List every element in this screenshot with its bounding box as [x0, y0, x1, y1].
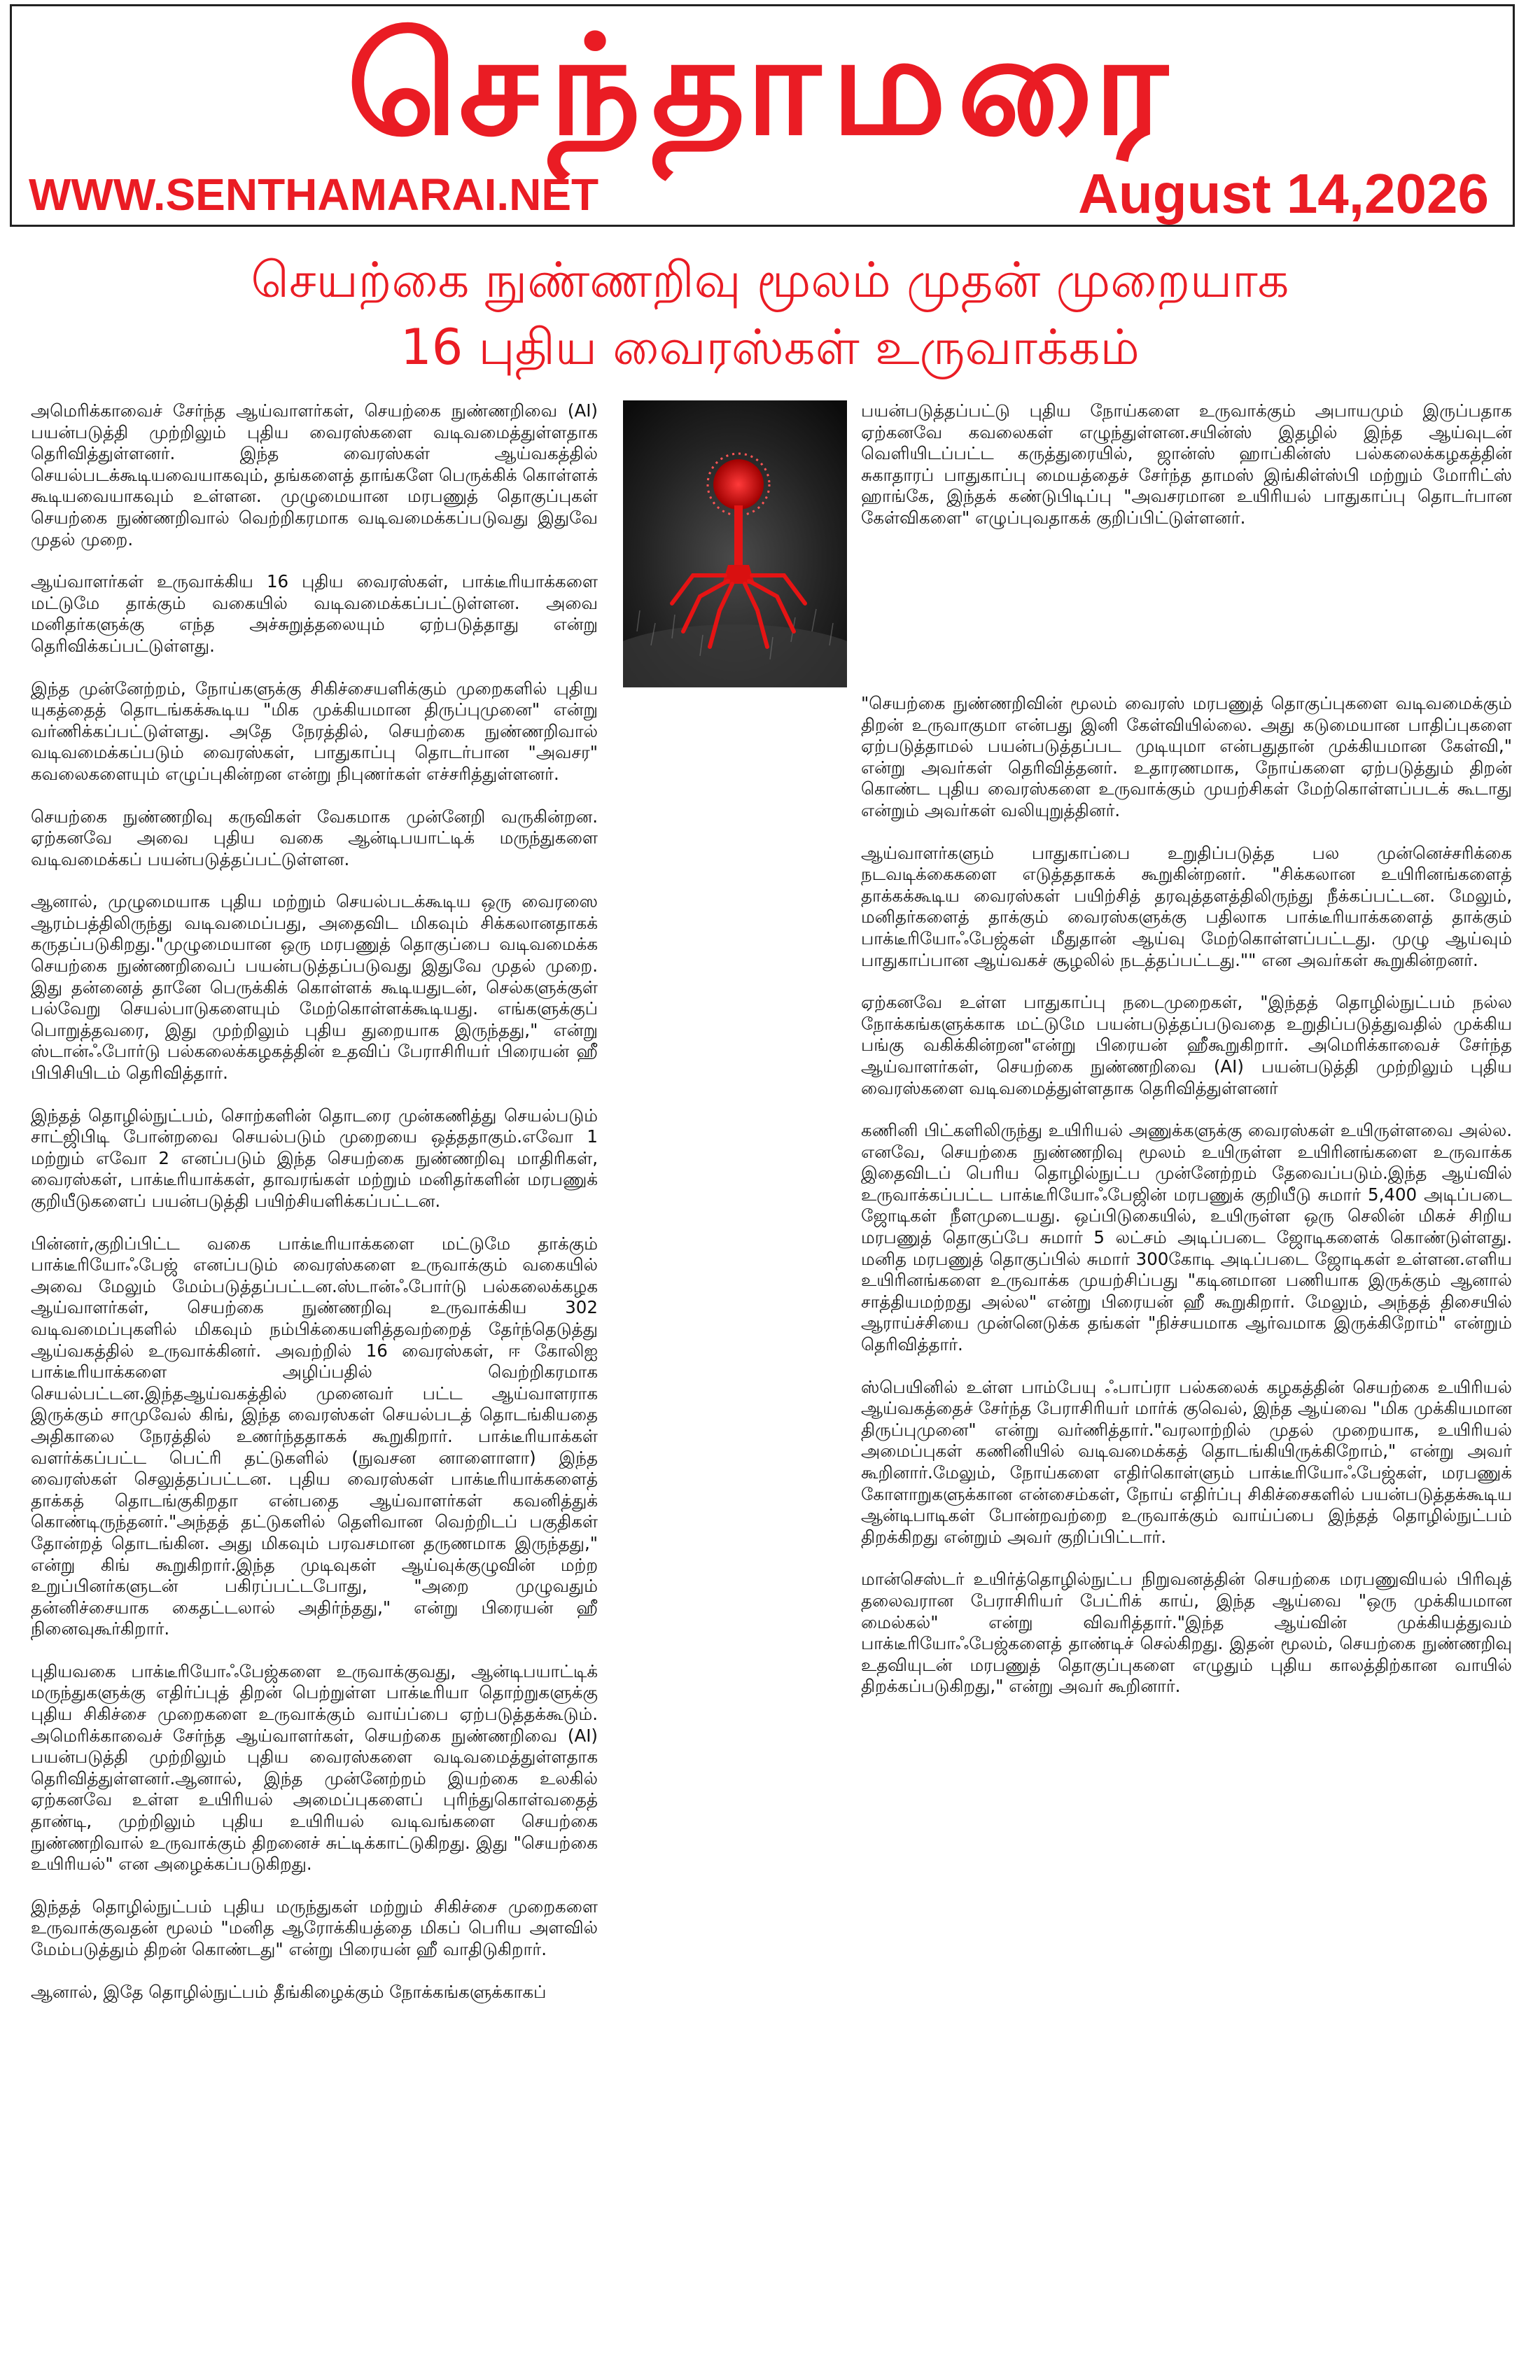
- paragraph: பயன்படுத்தப்பட்டு புதிய நோய்களை உருவாக்கும் அபாயமும் இருப்பதாக ஏற்கனவே கவலைகள் எழுந்துள்ளன.சயின்ஸ் இதழில் இந்த ஆய்வுடன் வெளியிடப்பட்ட கருத்துரையில், ஜான்ஸ் ஹாப்கின்ஸ் பல்கலைக்கழகத்தின் சுகாதாரப் பாதுகாப்பு மையத்தைச் சேர்ந்த தாமஸ் இங்கிள்ஸ்பி மற்றும் மோரிட்ஸ் ஹாங்கே, இந்தக் கண்டுபிடிப்பு "அவசரமான உயிரியல் பாதுகாப்பு தொடர்பான கேள்விகளை" எழுப்புவதாகக் குறிப்பிட்டுள்ளனர்.: [861, 400, 1512, 528]
- paragraph: கணினி பிட்களிலிருந்து உயிரியல் அணுக்களுக்கு வைரஸ்கள் உயிருள்ளவை அல்ல. எனவே, செயற்கை நுண்ணறிவு மூலம் உயிருள்ள உயிரினங்களை உருவாக்க இதைவிடப் பெரிய தொழில்நுட்ப முன்னேற்றம் தேவைப்படும்.இந்த ஆய்வில் உருவாக்கப்பட்ட பாக்டீரியோஃபேஜின் மரபணுக் குறியீடு சுமார் 5,400 அடிப்படை ஜோடிகள் நீளமுடையது. ஒப்பிடுகையில், உயிருள்ள ஒரு செலின் மிகச் சிறிய மரபணுத் தொகுப்பே சுமார் 5 லட்சம் அடிப்படை ஜோடிகளைக் கொண்டுள்ளது. மனித மரபணுத் தொகுப்பில் சுமார் 300கோடி அடிப்படை ஜோடிகள் உள்ளன.எளிய உயிரினங்களை உருவாக்க முயற்சிப்பது "கடினமான பணியாக இருக்கும் ஆனால் சாத்தியமற்றது அல்ல" என்று பிரையன் ஹீ கூறுகிறார். மேலும், அந்தத் திசையில் ஆராய்ச்சியை முன்னெடுக்க தங்கள் "நிச்சயமாக ஆர்வமாக இருக்கிறோம்" என்றும் தெரிவித்தார்.: [861, 1120, 1512, 1355]
- paragraph: ஆனால், இதே தொழில்நுட்பம் தீங்கிழைக்கும் நோக்கங்களுக்காகப்: [31, 1981, 547, 2002]
- masthead: [10, 4, 1515, 227]
- headline-line-1: செயற்கை நுண்ணறிவு மூலம் முதன் முறையாக: [251, 251, 1289, 309]
- paragraph: பின்னர்,குறிப்பிட்ட வகை பாக்டீரியாக்களை மட்டுமே தாக்கும் பாக்டீரியோஃபேஜ் எனப்படும் வைரஸ்களை உருவாக்கும் வகையில் அவை மேலும் மேம்படுத்தப்பட்டன.ஸ்டான்ஃபோர்டு பல்கலைக்கழக ஆய்வாளர்கள், செயற்கை நுண்ணறிவு உருவாக்கிய 302 வடிவமைப்புகளில் மிகவும் நம்பிக்கையளித்தவற்றைத் தேர்ந்தெடுத்து ஆய்வகத்தில் உருவாக்கினர். அவற்றில் 16 வைரஸ்கள், ஈ கோலிஐ பாக்டீரியாக்களை அழிப்பதில் வெற்றிகரமாக செயல்பட்டன.இந்தஆய்வகத்தில் முனைவர் பட்ட ஆய்வாளராக இருக்கும் சாமுவேல் கிங், இந்த வைரஸ்கள் செயல்படத் தொடங்கியதை அதிகாலை நேரத்தில் உணர்ந்ததாகக் கூறுகிறார். பாக்டீரியாக்கள் வளர்க்கப்பட்ட பெட்ரி தட்டுகளில் (நுவசன னாளைாளா) இந்த வைரஸ்கள் செலுத்தப்பட்டன. புதிய வைரஸ்கள் பாக்டீரியாக்களைத் தாக்கத் தொடங்குகிறதா என்பதை ஆய்வாளர்கள் கவனித்துக் கொண்டிருந்தனர்."அந்தத் தட்டுகளில் தெளிவான வெற்றிடப் பகுதிகள் தோன்றத் தொடங்கின. அது மிகவும் பரவசமான தருணமாக இருந்தது," என்று கிங் கூறுகிறார்.இந்த முடிவுகள் ஆய்வுக்குழுவின் மற்ற உறுப்பினர்களுடன் பகிரப்பட்டபோது, "அறை முழுவதும் தன்னிச்சையாக கைதட்டலால் அதிர்ந்தது," என்று பிரையன் ஹீ நினைவுகூர்கிறார்.: [31, 1233, 598, 1639]
- headline-line-2: 16 புதிய வைரஸ்கள் உருவாக்கம்: [400, 318, 1140, 376]
- paragraph: இந்தத் தொழில்நுட்பம், சொற்களின் தொடரை முன்கணித்து செயல்படும் சாட்ஜிபிடி போன்றவை செயல்படும் முறையை ஒத்ததாகும்.எவோ 1 மற்றும் எவோ 2 எனப்படும் இந்த செயற்கை நுண்ணறிவு மாதிரிகள், வைரஸ்கள், பாக்டீரியாக்கள், தாவரங்கள் மற்றும் மனிதர்களின் மரபணுக் குறியீடுகளைப் பயன்படுத்தி பயிற்சியளிக்கப்பட்டன.: [31, 1105, 598, 1211]
- issue-date: August 14,2026: [1078, 162, 1489, 225]
- paragraph: ஸ்பெயினில் உள்ள பாம்பேயு ஃபாப்ரா பல்கலைக் கழகத்தின் செயற்கை உயிரியல் ஆய்வகத்தைச் சேர்ந்த பேராசிரியர் மார்க் குவெல், இந்த ஆய்வை "மிக முக்கியமான திருப்புமுனை" என்று வர்ணித்தார்."வரலாற்றில் முதல் முறையாக, உயிரியல் அமைப்புகள் கணினியில் வடிவமைக்கத் தொடங்கியிருக்கிறோம்," என்று அவர் கூறினார்.மேலும், நோய்களை எதிர்கொள்ளும் பாக்டீரியோஃபேஜ்கள், மரபணுக் கோளாறுகளுக்கான என்சைம்கள், நோய் எதிர்ப்பு சிகிச்சைகளில் பயன்படுத்தக்கூடிய ஆன்டிபாடிகள் போன்றவற்றை உருவாக்கும் வாய்ப்பை இந்தத் தொழில்நுட்பம் திறக்கிறது என்றும் அவர் குறிப்பிட்டார்.: [861, 1376, 1512, 1547]
- website-link[interactable]: WWW.SENTHAMARAI.NET: [29, 169, 599, 220]
- article-column-right-top: [861, 400, 1512, 550]
- paragraph: புதியவகை பாக்டீரியோஃபேஜ்களை உருவாக்குவது, ஆன்டிபயாட்டிக் மருந்துகளுக்கு எதிர்ப்புத் திறன் பெற்றுள்ள பாக்டீரியா தொற்றுகளுக்கு புதிய சிகிச்சை முறைகளை உருவாக்கும் வாய்ப்பை ஏற்படுத்தக்கூடும். அமெரிக்காவைச் சேர்ந்த ஆய்வாளர்கள், செயற்கை நுண்ணறிவை (AI) பயன்படுத்தி முற்றிலும் புதிய வைரஸ்களை வடிவமைத்துள்ளதாக தெரிவித்துள்ளனர்.ஆனால், இந்த முன்னேற்றம் இயற்கை உலகில் ஏற்கனவே உள்ள உயிரியல் அமைப்புகளைப் புரிந்துகொள்வதைத் தாண்டி, முற்றிலும் புதிய உயிரியல் வடிவங்களை செயற்கை நுண்ணறிவால் உருவாக்கும் திறனைச் சுட்டிக்காட்டுகிறது. இது "செயற்கை உயிரியல்" என அழைக்கப்படுகிறது.: [31, 1660, 598, 1875]
- paragraph: ஆனால், முழுமையாக புதிய மற்றும் செயல்படக்கூடிய ஒரு வைரஸை ஆரம்பத்திலிருந்து வடிவமைப்பது, அதைவிட மிகவும் சிக்கலானதாகக் கருதப்படுகிறது."முழுமையான ஒரு மரபணுத் தொகுப்பை வடிவமைக்க செயற்கை நுண்ணறிவைப் பயன்படுத்தப்படுவது இதுவே முதல் முறை. இது தன்னைத் தானே பெருக்கிக் கொள்ளக் கூடியதுடன், செல்களுக்குள் பல்வேறு செயல்பாடுகளையும் மேற்கொள்ளக்கூடியது. எங்களுக்குப் பொறுத்தவரை, இது முற்றிலும் புதிய துறையாக இருந்தது," என்று ஸ்டான்ஃபோர்டு பல்கலைக்கழகத்தின் உதவிப் பேராசிரியர் பிரையன் ஹீ பிபிசியிடம் தெரிவித்தார்.: [31, 891, 598, 1084]
- paragraph: "செயற்கை நுண்ணறிவின் மூலம் வைரஸ் மரபணுத் தொகுப்புகளை வடிவமைக்கும் திறன் உருவாகுமா என்பது இனி கேள்வியில்லை. அது கடுமையான பாதிப்புகளை ஏற்படுத்தாமல் பயன்படுத்தப்பட முடியுமா என்பதுதான் முக்கியமான கேள்வி," என்று அவர்கள் தெரிவித்தனர். உதாரணமாக, நோய்களை ஏற்படுத்தும் திறன் கொண்ட புதிய வைரஸ்களை உருவாக்கும் முயற்சிகள் மேற்கொள்ளப்படக் கூடாது என்றும் அவர்கள் வலியுறுத்தினர்.: [861, 693, 1512, 820]
- virus-photo-illustration: [623, 400, 847, 687]
- paragraph: ஆய்வாளர்கள் உருவாக்கிய 16 புதிய வைரஸ்கள், பாக்டீரியாக்களை மட்டுமே தாக்கும் வகையில் வடிவமைக்கப்பட்டுள்ளன. அவை மனிதர்களுக்கு எந்த அச்சுறுத்தலையும் ஏற்படுத்தாது என்று தெரிவிக்கப்பட்டுள்ளது.: [31, 571, 598, 656]
- paragraph: அமெரிக்காவைச் சேர்ந்த ஆய்வாளர்கள், செயற்கை நுண்ணறிவை (AI) பயன்படுத்தி முற்றிலும் புதிய வைரஸ்களை வடிவமைத்துள்ளதாக தெரிவித்துள்ளனர். இந்த வைரஸ்கள் ஆய்வகத்தில் செயல்படக்கூடியவையாகவும், தங்களைத் தாங்களே பெருக்கிக் கொள்ளக் கூடியவையாகவும் உள்ளன. முழுமையான மரபணுத் தொகுப்புகள் செயற்கை நுண்ணறிவால் வெற்றிகரமாக வடிவமைக்கப்படுவது இதுவே முதல் முறை.: [31, 400, 598, 550]
- newspaper-logo: செந்தாமரை: [346, 6, 1178, 166]
- virus-photo: [623, 400, 847, 687]
- paragraph: ஆய்வாளர்களும் பாதுகாப்பை உறுதிப்படுத்த பல முன்னெச்சரிக்கை நடவடிக்கைகளை எடுத்ததாகக் கூறுகின்றனர். "சிக்கலான உயிரினங்களைத் தாக்கக்கூடிய வைரஸ்கள் பயிற்சித் தரவுத்தளத்திலிருந்து நீக்கப்பட்டன. மேலும், மனிதர்களைத் தாக்கும் வைரஸ்களுக்கு பதிலாக பாக்டீரியாக்களைத் தாக்கும் பாக்டீரியோஃபேஜ்கள் மீதுதான் ஆய்வு மேற்கொள்ளப்பட்டது. முழு ஆய்வும் பாதுகாப்பான ஆய்வகச் சூழலில் நடத்தப்பட்டது."" என அவர்கள் கூறுகின்றனர்.: [861, 842, 1512, 970]
- paragraph: ஏற்கனவே உள்ள பாதுகாப்பு நடைமுறைகள், "இந்தத் தொழில்நுட்பம் நல்ல நோக்கங்களுக்காக மட்டுமே பயன்படுத்தப்படுவதை உறுதிப்படுத்துவதில் முக்கிய பங்கு வகிக்கின்றன"என்று பிரையன் ஹீகூறுகிறார். அமெரிக்காவைச் சேர்ந்த ஆய்வாளர்கள், செயற்கை நுண்ணறிவை (AI) பயன்படுத்தி முற்றிலும் புதிய வைரஸ்களை வடிவமைத்துள்ளதாக தெரிவித்துள்ளனர்: [861, 992, 1512, 1098]
- paragraph: இந்தத் தொழில்நுட்பம் புதிய மருந்துகள் மற்றும் சிகிச்சை முறைகளை உருவாக்குவதன் மூலம் "மனித ஆரோக்கியத்தை மிகப் பெரிய அளவில் மேம்படுத்தும் திறன் கொண்டது" என்று பிரையன் ஹீ வாதிடுகிறார்.: [31, 1896, 598, 1959]
- paragraph: மான்செஸ்டர் உயிர்த்தொழில்நுட்ப நிறுவனத்தின் செயற்கை மரபணுவியல் பிரிவுத் தலைவரான பேராசிரியர் பேட்ரிக் காய், இந்த ஆய்வை "ஒரு முக்கியமான மைல்கல்" என்று விவரித்தார்."இந்த ஆய்வின் முக்கியத்துவம் பாக்டீரியோஃபேஜ்களைத் தாண்டிச் செல்கிறது. இதன் மூலம், செயற்கை நுண்ணறிவு உதவியுடன் மரபணுத் தொகுப்புகளை எழுதும் புதிய காலத்திற்கான வாயில் திறக்கப்படுகிறது," என்று அவர் கூறினார்.: [861, 1569, 1512, 1697]
- paragraph: செயற்கை நுண்ணறிவு கருவிகள் வேகமாக முன்னேறி வருகின்றன. ஏற்கனவே அவை புதிய வகை ஆன்டிபயாட்டிக் மருந்துகளை வடிவமைக்கப் பயன்படுத்தப்பட்டுள்ளன.: [31, 806, 598, 869]
- paragraph: இந்த முன்னேற்றம், நோய்களுக்கு சிகிச்சையளிக்கும் முறைகளில் புதிய யுகத்தைத் தொடங்கக்கூடிய "மிக முக்கியமான திருப்புமுனை" என்று வர்ணிக்கப்பட்டுள்ளது. அதே நேரத்தில், செயற்கை நுண்ணறிவால் வடிவமைக்கப்படும் வைரஸ்கள், பாதுகாப்பு தொடர்பான "அவசர" கவலைகளையும் எழுப்புகின்றன என்று நிபுணர்கள் எச்சரித்துள்ளனர்.: [31, 678, 598, 784]
- article-column-left: [31, 400, 598, 2024]
- article-column-right: [861, 693, 1512, 1718]
- article-headline: [28, 246, 1512, 381]
